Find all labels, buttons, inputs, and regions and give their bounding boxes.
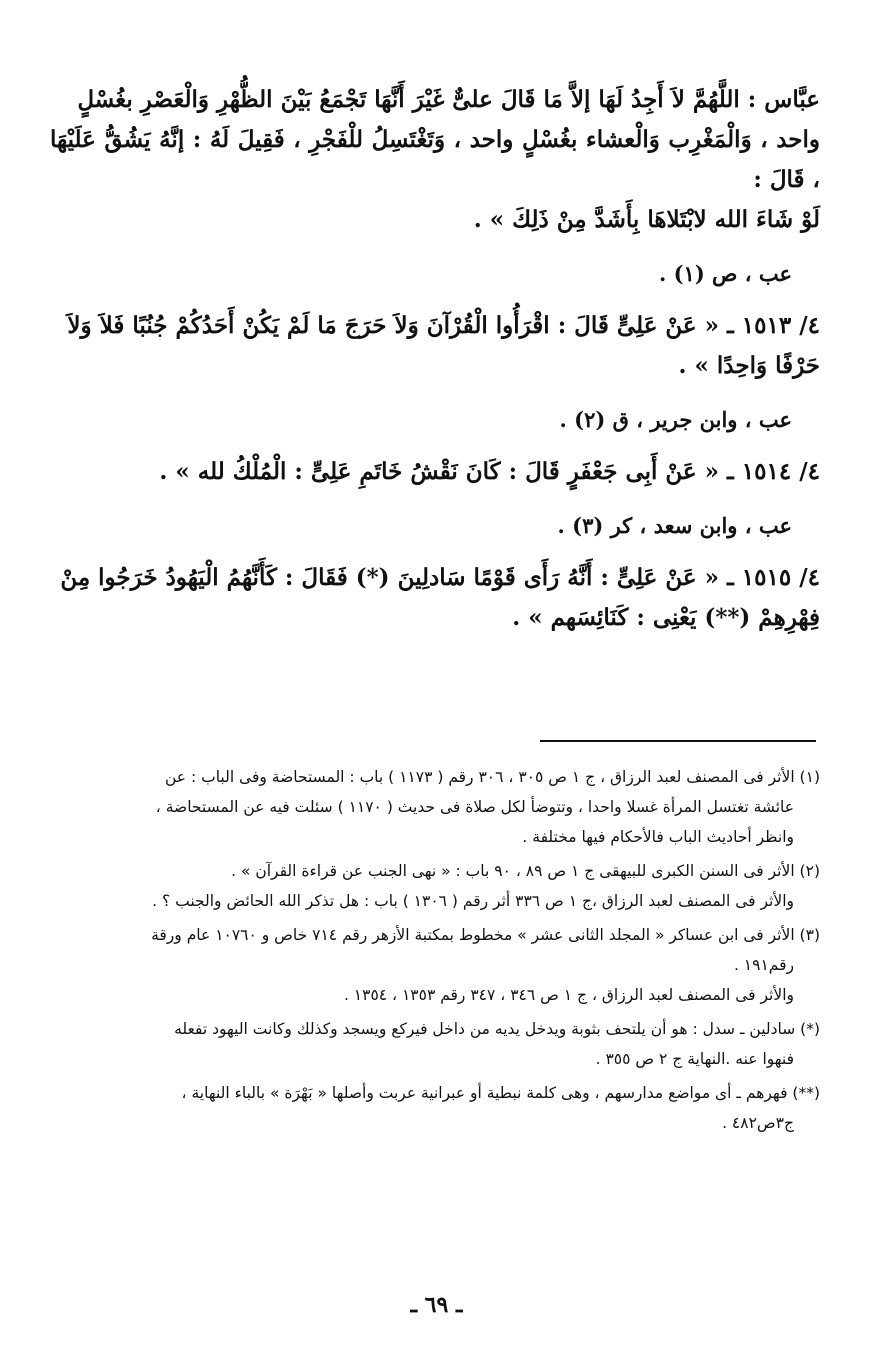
footnote-line: والأثر فى المصنف لعبد الرزاق ،ج ١ ص ٣٣٦ أثر رقم ( ١٣٠٦ ) باب : هل تذكر الله الحائض والجنب ؟ . bbox=[152, 892, 794, 910]
hadith-1513 bbox=[50, 306, 820, 386]
footnotes bbox=[50, 762, 820, 1142]
text-line: ٤/ ١٥١٣ ـ « عَنْ عَلِىٍّ قَالَ : اقْرَأُوا الْقُرْآنَ وَلاَ حَرَجَ مَا لَمْ يَكُنْ أَحَدُكُمْ جُنُبًا فَلاَ وَلاَ bbox=[67, 312, 820, 339]
footnote-line: عائشة تغتسل المرأة غسلا واحدا ، وتتوضأ لكل صلاة فى حديث ( ١١٧٠ ) سئلت فيه عن المستحاضة ، bbox=[155, 798, 794, 816]
footnote-line: فنهوا عنه .النهاية ج ٢ ص ٣٥٥ . bbox=[595, 1050, 794, 1068]
hadith-1514 bbox=[50, 452, 820, 492]
page-number: ـ ٦٩ ـ bbox=[410, 1292, 463, 1318]
paragraph-continuation bbox=[50, 80, 820, 240]
footnote-divider bbox=[540, 740, 816, 742]
text-line: ٤/ ١٥١٤ ـ « عَنْ أَبِى جَعْفَرٍ قَالَ : كَانَ نَقْشُ خَاتَمِ عَلِىٍّ : الْمُلْكُ لله » . bbox=[159, 458, 820, 485]
footnote-line: (*) سادلين ـ سدل : هو أن يلتحف بثوبة ويدخل يديه من داخل فيركع ويسجد وكذلك وكانت اليهود تفعله bbox=[174, 1020, 820, 1038]
source-reference: عب ، وابن جرير ، ق (٢) . bbox=[559, 407, 792, 432]
hadith-1515 bbox=[50, 558, 820, 638]
text-line: واحد ، وَالْمَغْرِب وَالْعشاء بغُسْلٍ واحد ، وَتَغْتَسِلُ للْفَجْرِ ، فَقِيلَ لَهُ : إنَّهُ يَشُقُّ عَلَيْهَا ، قَالَ : bbox=[50, 126, 820, 193]
footnote-3 bbox=[50, 920, 820, 1010]
footnote-line: (٢) الأثر فى السنن الكبرى للبيهقى ج ١ ص ٨٩ ، ٩٠ باب : « نهى الجنب عن قراءة القرآن » . bbox=[231, 862, 820, 880]
footnote-line: (**) فهرهم ـ أى مواضع مدارسهم ، وهى كلمة نبطية أو عبرانية عربت وأصلها « بَهْرَة » بالباء النهاية ، bbox=[181, 1084, 820, 1102]
source-reference: عب ، وابن سعد ، كر (٣) . bbox=[557, 513, 792, 538]
footnote-double-star bbox=[50, 1078, 820, 1138]
footnote-1 bbox=[50, 762, 820, 852]
text-line: لَوْ شَاءَ الله لابْتَلاهَا بِأَشَدَّ مِنْ ذَلِكَ » . bbox=[473, 206, 820, 233]
text-line: ٤/ ١٥١٥ ـ « عَنْ عَلِىٍّ : أَنَّهُ رَأَى قَوْمًا سَادلِينَ (*) فَقَالَ : كَأَنَّهُمُ الْيَهُودُ خَرَجُوا مِنْ bbox=[60, 564, 820, 591]
footnote-line: ج٣ص٤٨٢ . bbox=[722, 1114, 794, 1132]
footnote-line: رقم١٩١ . bbox=[733, 956, 794, 974]
footnote-2 bbox=[50, 856, 820, 916]
footnote-line: (٣) الأثر فى ابن عساكر « المجلد الثانى عشر » مخطوط بمكتبة الأزهر رقم ٧١٤ خاص و ١٠٧٦٠ عام ورقة bbox=[151, 926, 820, 944]
text-line: فِهْرِهِمْ (**) يَعْنِى : كَنَائِسَهم » . bbox=[512, 604, 820, 631]
main-text bbox=[50, 80, 820, 652]
footnote-line: (١) الأثر فى المصنف لعبد الرزاق ، ج ١ ص ٣٠٥ ، ٣٠٦ رقم ( ١١٧٣ ) باب : المستحاضة وفى الباب : عن bbox=[164, 768, 820, 786]
text-line: عبَّاس : اللَّهُمَّ لاَ أَجِدُ لَهَا إلاَّ مَا قَالَ علىٌّ غَيْرَ أَنَّهَا تَجْمَعُ بَيْنَ الظُّهْرِ وَالْعَصْرِ بغُسْلٍ bbox=[77, 86, 820, 113]
text-line: حَرْفًا وَاحِدًا » . bbox=[678, 352, 820, 379]
source-reference: عب ، ص (١) . bbox=[658, 261, 792, 286]
footnote-star bbox=[50, 1014, 820, 1074]
footnote-line: وانظر أحاديث الباب فالأحكام فيها مختلفة . bbox=[522, 828, 794, 846]
footnote-line: والأثر فى المصنف لعبد الرزاق ، ج ١ ص ٣٤٦ ، ٣٤٧ رقم ١٣٥٣ ، ١٣٥٤ . bbox=[343, 986, 794, 1004]
